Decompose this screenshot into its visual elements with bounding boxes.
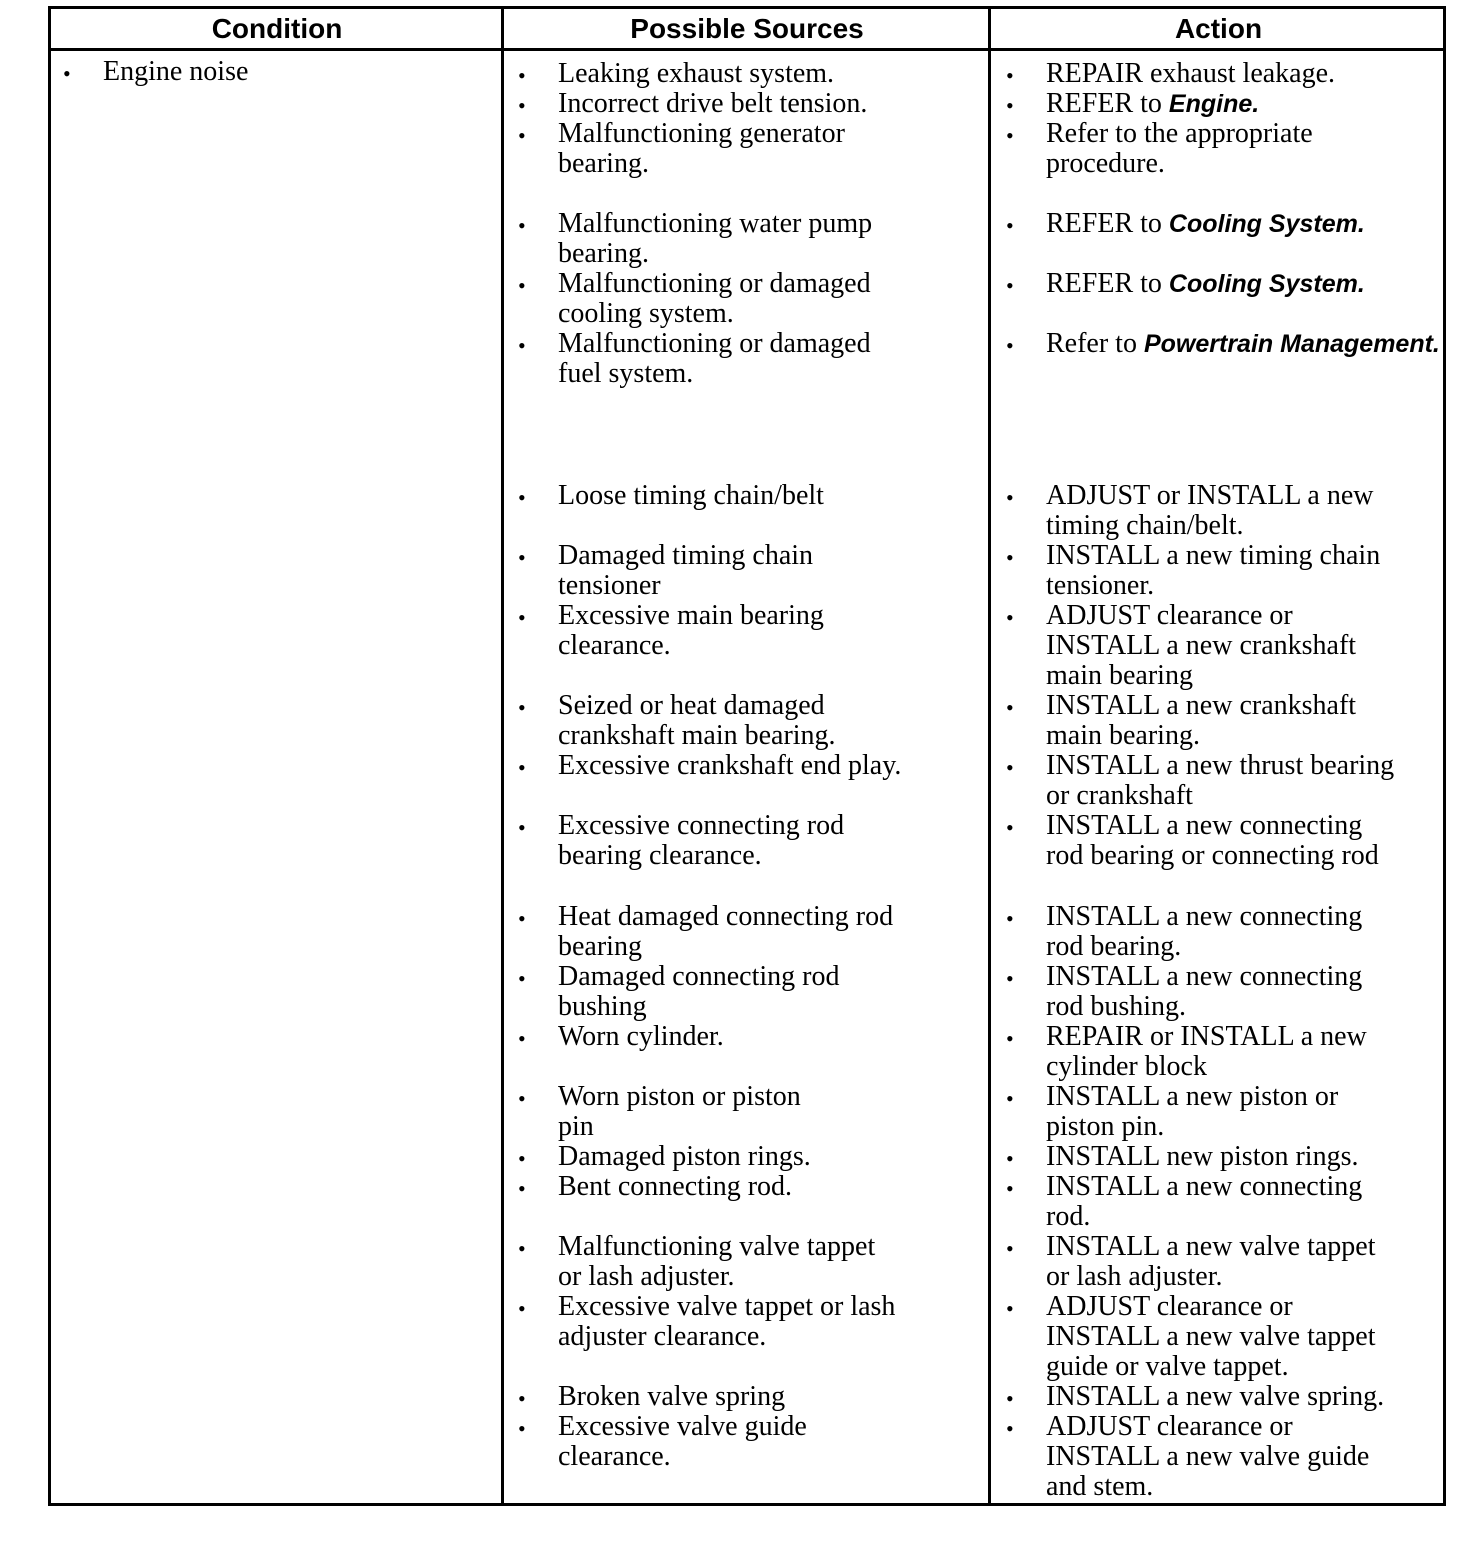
bullet: • <box>1006 755 1014 780</box>
bullet: • <box>1006 1176 1014 1201</box>
bullet: • <box>1006 695 1014 720</box>
action-line: INSTALL a new connecting <box>1046 1171 1363 1202</box>
bullet: • <box>1006 123 1014 148</box>
source-line: Heat damaged connecting rod <box>558 901 894 932</box>
action-line: main bearing <box>1046 660 1193 691</box>
action-line: guide or valve tappet. <box>1046 1351 1289 1382</box>
bullet: • <box>1006 273 1014 298</box>
source-line: Excessive valve tappet or lash <box>558 1291 896 1322</box>
action-line: REFER to Engine. <box>1046 88 1260 119</box>
header-action: Action <box>991 9 1446 51</box>
source-line: Damaged timing chain <box>558 540 814 571</box>
bullet: • <box>518 485 526 510</box>
source-line: Broken valve spring <box>558 1381 786 1412</box>
source-line: or lash adjuster. <box>558 1261 735 1292</box>
section-reference: Cooling System. <box>1168 270 1365 298</box>
bullet: • <box>518 755 526 780</box>
bullet: • <box>518 906 526 931</box>
bullet: • <box>518 695 526 720</box>
bullet: • <box>1006 815 1014 840</box>
bullet: • <box>1006 1386 1014 1411</box>
action-line: REFER to Cooling System. <box>1046 268 1365 299</box>
section-reference: Engine. <box>1168 90 1260 118</box>
source-line: Malfunctioning or damaged <box>558 328 871 359</box>
action-line: INSTALL a new connecting <box>1046 810 1363 841</box>
action-line: Refer to the appropriate <box>1046 118 1313 149</box>
action-line: REPAIR exhaust leakage. <box>1046 58 1336 89</box>
action-line: rod. <box>1046 1201 1091 1232</box>
action-line: INSTALL a new valve tappet <box>1046 1321 1376 1352</box>
action-line: INSTALL a new piston or <box>1046 1081 1339 1112</box>
action-line: INSTALL a new valve tappet <box>1046 1231 1376 1262</box>
section-reference: Powertrain Management. <box>1143 330 1440 358</box>
action-line: INSTALL a new thrust bearing <box>1046 750 1395 781</box>
action-line: cylinder block <box>1046 1051 1207 1082</box>
source-line: Loose timing chain/belt <box>558 480 824 511</box>
action-line: INSTALL new piston rings. <box>1046 1141 1359 1172</box>
source-line: Worn piston or piston <box>558 1081 801 1112</box>
bullet: • <box>518 93 526 118</box>
bullet: • <box>518 815 526 840</box>
action-line: INSTALL a new connecting <box>1046 901 1363 932</box>
bullet: • <box>1006 1236 1014 1261</box>
bullet: • <box>518 333 526 358</box>
action-line: INSTALL a new timing chain <box>1046 540 1381 571</box>
column-divider <box>501 9 504 1503</box>
bullet: • <box>63 61 71 86</box>
bullet: • <box>518 273 526 298</box>
header-condition: Condition <box>51 9 503 51</box>
bullet: • <box>518 1176 526 1201</box>
source-line: bearing clearance. <box>558 840 762 871</box>
bullet: • <box>1006 93 1014 118</box>
action-line: rod bearing. <box>1046 931 1182 962</box>
bullet: • <box>1006 213 1014 238</box>
action-line: ADJUST clearance or <box>1046 1411 1293 1442</box>
source-line: cooling system. <box>558 298 734 329</box>
action-line: main bearing. <box>1046 720 1200 751</box>
source-line: Damaged connecting rod <box>558 961 840 992</box>
source-line: Malfunctioning generator <box>558 118 845 149</box>
bullet: • <box>1006 485 1014 510</box>
source-line: Seized or heat damaged <box>558 690 825 721</box>
source-line: Excessive crankshaft end play. <box>558 750 902 781</box>
bullet: • <box>518 63 526 88</box>
source-line: Excessive connecting rod <box>558 810 845 841</box>
header-possible-sources: Possible Sources <box>503 9 991 51</box>
source-line: Damaged piston rings. <box>558 1141 811 1172</box>
source-line: tensioner <box>558 570 661 601</box>
action-line: timing chain/belt. <box>1046 510 1244 541</box>
source-line: Excessive valve guide <box>558 1411 807 1442</box>
source-line: pin <box>558 1111 594 1142</box>
action-line: tensioner. <box>1046 570 1155 601</box>
action-line: INSTALL a new crankshaft <box>1046 690 1357 721</box>
source-line: clearance. <box>558 630 671 661</box>
source-line: Incorrect drive belt tension. <box>558 88 868 119</box>
source-line: bearing. <box>558 148 649 179</box>
action-line: or lash adjuster. <box>1046 1261 1223 1292</box>
bullet: • <box>1006 63 1014 88</box>
source-line: bearing. <box>558 238 649 269</box>
bullet: • <box>1006 1296 1014 1321</box>
action-line: ADJUST clearance or <box>1046 1291 1293 1322</box>
source-line: Malfunctioning valve tappet <box>558 1231 876 1262</box>
bullet: • <box>1006 605 1014 630</box>
bullet: • <box>518 213 526 238</box>
source-line: Malfunctioning or damaged <box>558 268 871 299</box>
source-line: fuel system. <box>558 358 694 389</box>
bullet: • <box>518 605 526 630</box>
bullet: • <box>518 1296 526 1321</box>
bullet: • <box>518 966 526 991</box>
source-line: Excessive main bearing <box>558 600 824 631</box>
bullet: • <box>1006 1146 1014 1171</box>
source-line: bearing <box>558 931 642 962</box>
bullet: • <box>1006 1416 1014 1441</box>
diagnosis-table <box>48 6 1446 1506</box>
action-line: Refer to Powertrain Management. <box>1046 328 1440 359</box>
action-line: or crankshaft <box>1046 780 1193 811</box>
bullet: • <box>1006 966 1014 991</box>
section-reference: Cooling System. <box>1168 210 1365 238</box>
bullet: • <box>518 1236 526 1261</box>
bullet: • <box>1006 545 1014 570</box>
action-line: REPAIR or INSTALL a new <box>1046 1021 1367 1052</box>
bullet: • <box>1006 906 1014 931</box>
bullet: • <box>518 1386 526 1411</box>
bullet: • <box>518 123 526 148</box>
action-line: INSTALL a new connecting <box>1046 961 1363 992</box>
bullet: • <box>518 1026 526 1051</box>
action-line: piston pin. <box>1046 1111 1165 1142</box>
condition-text: Engine noise <box>103 56 249 87</box>
bullet: • <box>1006 1026 1014 1051</box>
action-line: ADJUST clearance or <box>1046 600 1293 631</box>
action-line: REFER to Cooling System. <box>1046 208 1365 239</box>
source-line: adjuster clearance. <box>558 1321 767 1352</box>
action-line: INSTALL a new valve guide <box>1046 1441 1370 1472</box>
action-line: procedure. <box>1046 148 1165 179</box>
action-line: rod bushing. <box>1046 991 1186 1022</box>
source-line: crankshaft main bearing. <box>558 720 836 751</box>
action-line: INSTALL a new valve spring. <box>1046 1381 1385 1412</box>
source-line: Malfunctioning water pump <box>558 208 873 239</box>
source-line: Worn cylinder. <box>558 1021 724 1052</box>
column-divider <box>988 9 991 1503</box>
action-line: ADJUST or INSTALL a new <box>1046 480 1374 511</box>
source-line: Leaking exhaust system. <box>558 58 835 89</box>
source-line: Bent connecting rod. <box>558 1171 793 1202</box>
action-line: and stem. <box>1046 1471 1154 1502</box>
bullet: • <box>1006 333 1014 358</box>
source-line: clearance. <box>558 1441 671 1472</box>
action-line: rod bearing or connecting rod <box>1046 840 1379 871</box>
action-line: INSTALL a new crankshaft <box>1046 630 1357 661</box>
bullet: • <box>518 545 526 570</box>
bullet: • <box>518 1146 526 1171</box>
bullet: • <box>518 1416 526 1441</box>
bullet: • <box>518 1086 526 1111</box>
bullet: • <box>1006 1086 1014 1111</box>
source-line: bushing <box>558 991 647 1022</box>
